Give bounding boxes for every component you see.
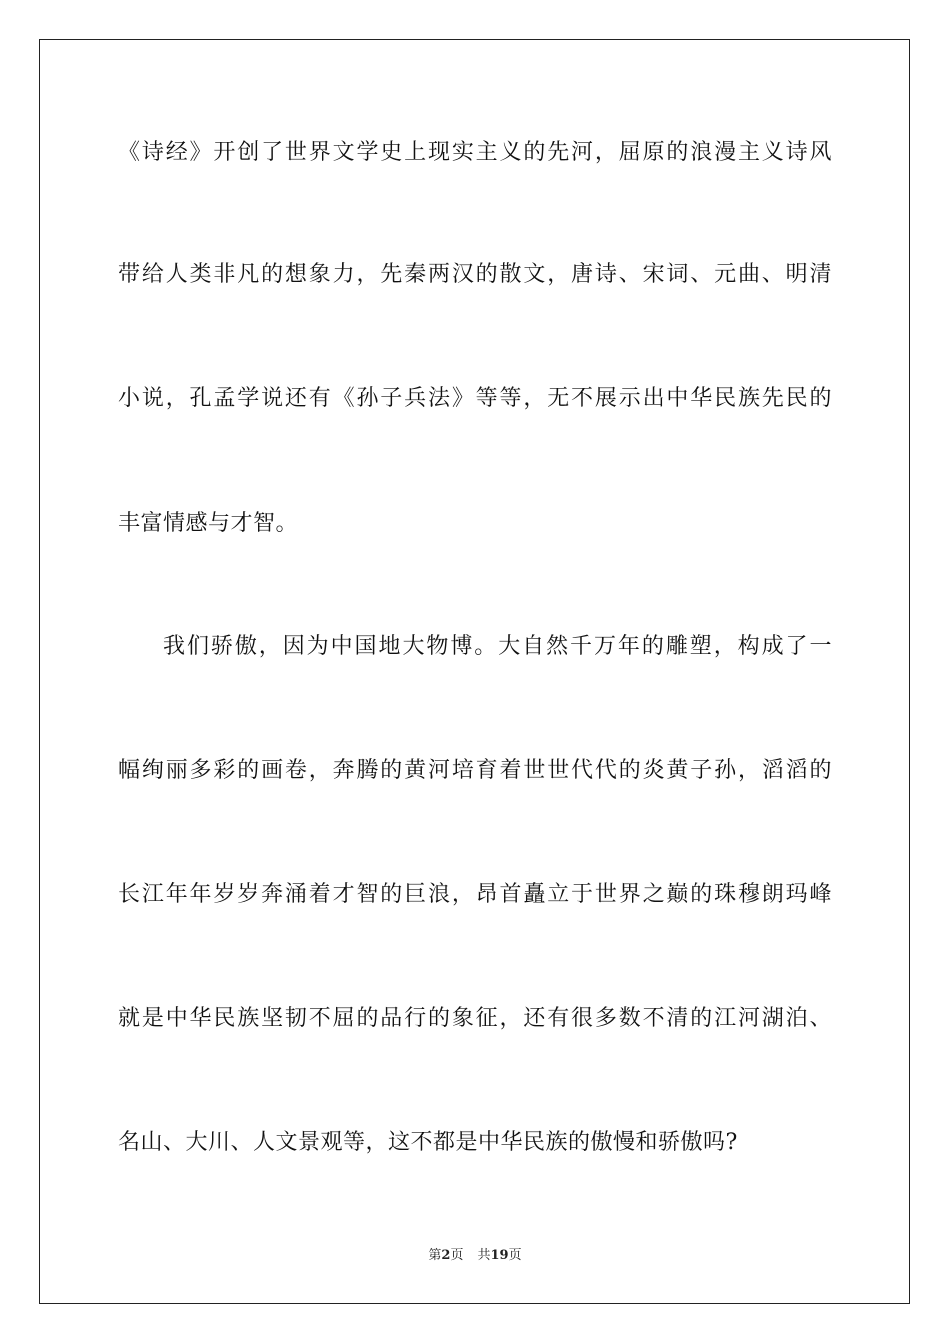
total-number: 19 [490, 1248, 509, 1263]
page-suffix: 页 [450, 1248, 464, 1263]
text-line: 我们骄傲，因为中国地大物博。大自然千万年的雕塑，构成了一 [163, 634, 832, 659]
text-line: 幅绚丽多彩的画卷，奔腾的黄河培育着世世代代的炎黄子孙，滔滔的 [118, 758, 832, 783]
text-line: 小说，孔孟学说还有《孙子兵法》等等，无不展示出中华民族先民的 [118, 386, 832, 411]
page-footer [0, 1247, 950, 1265]
text-line: 名山、大川、人文景观等，这不都是中华民族的傲慢和骄傲吗? [118, 1130, 738, 1155]
page-total-label [477, 1247, 521, 1265]
text-line: 《诗经》开创了世界文学史上现实主义的先河，屈原的浪漫主义诗风 [118, 140, 832, 165]
text-line: 长江年年岁岁奔涌着才智的巨浪，昂首矗立于世界之巅的珠穆朗玛峰 [118, 882, 832, 907]
page-number-label [428, 1247, 463, 1265]
text-line: 带给人类非凡的想象力，先秦两汉的散文，唐诗、宋词、元曲、明清 [118, 262, 832, 287]
total-prefix: 共 [477, 1248, 491, 1263]
page-number: 2 [441, 1248, 451, 1263]
page-frame [39, 39, 910, 1304]
page-prefix: 第 [428, 1248, 442, 1263]
text-line: 就是中华民族坚韧不屈的品行的象征，还有很多数不清的江河湖泊、 [118, 1006, 832, 1031]
total-suffix: 页 [508, 1248, 522, 1263]
text-line: 丰富情感与才智。 [118, 511, 299, 536]
